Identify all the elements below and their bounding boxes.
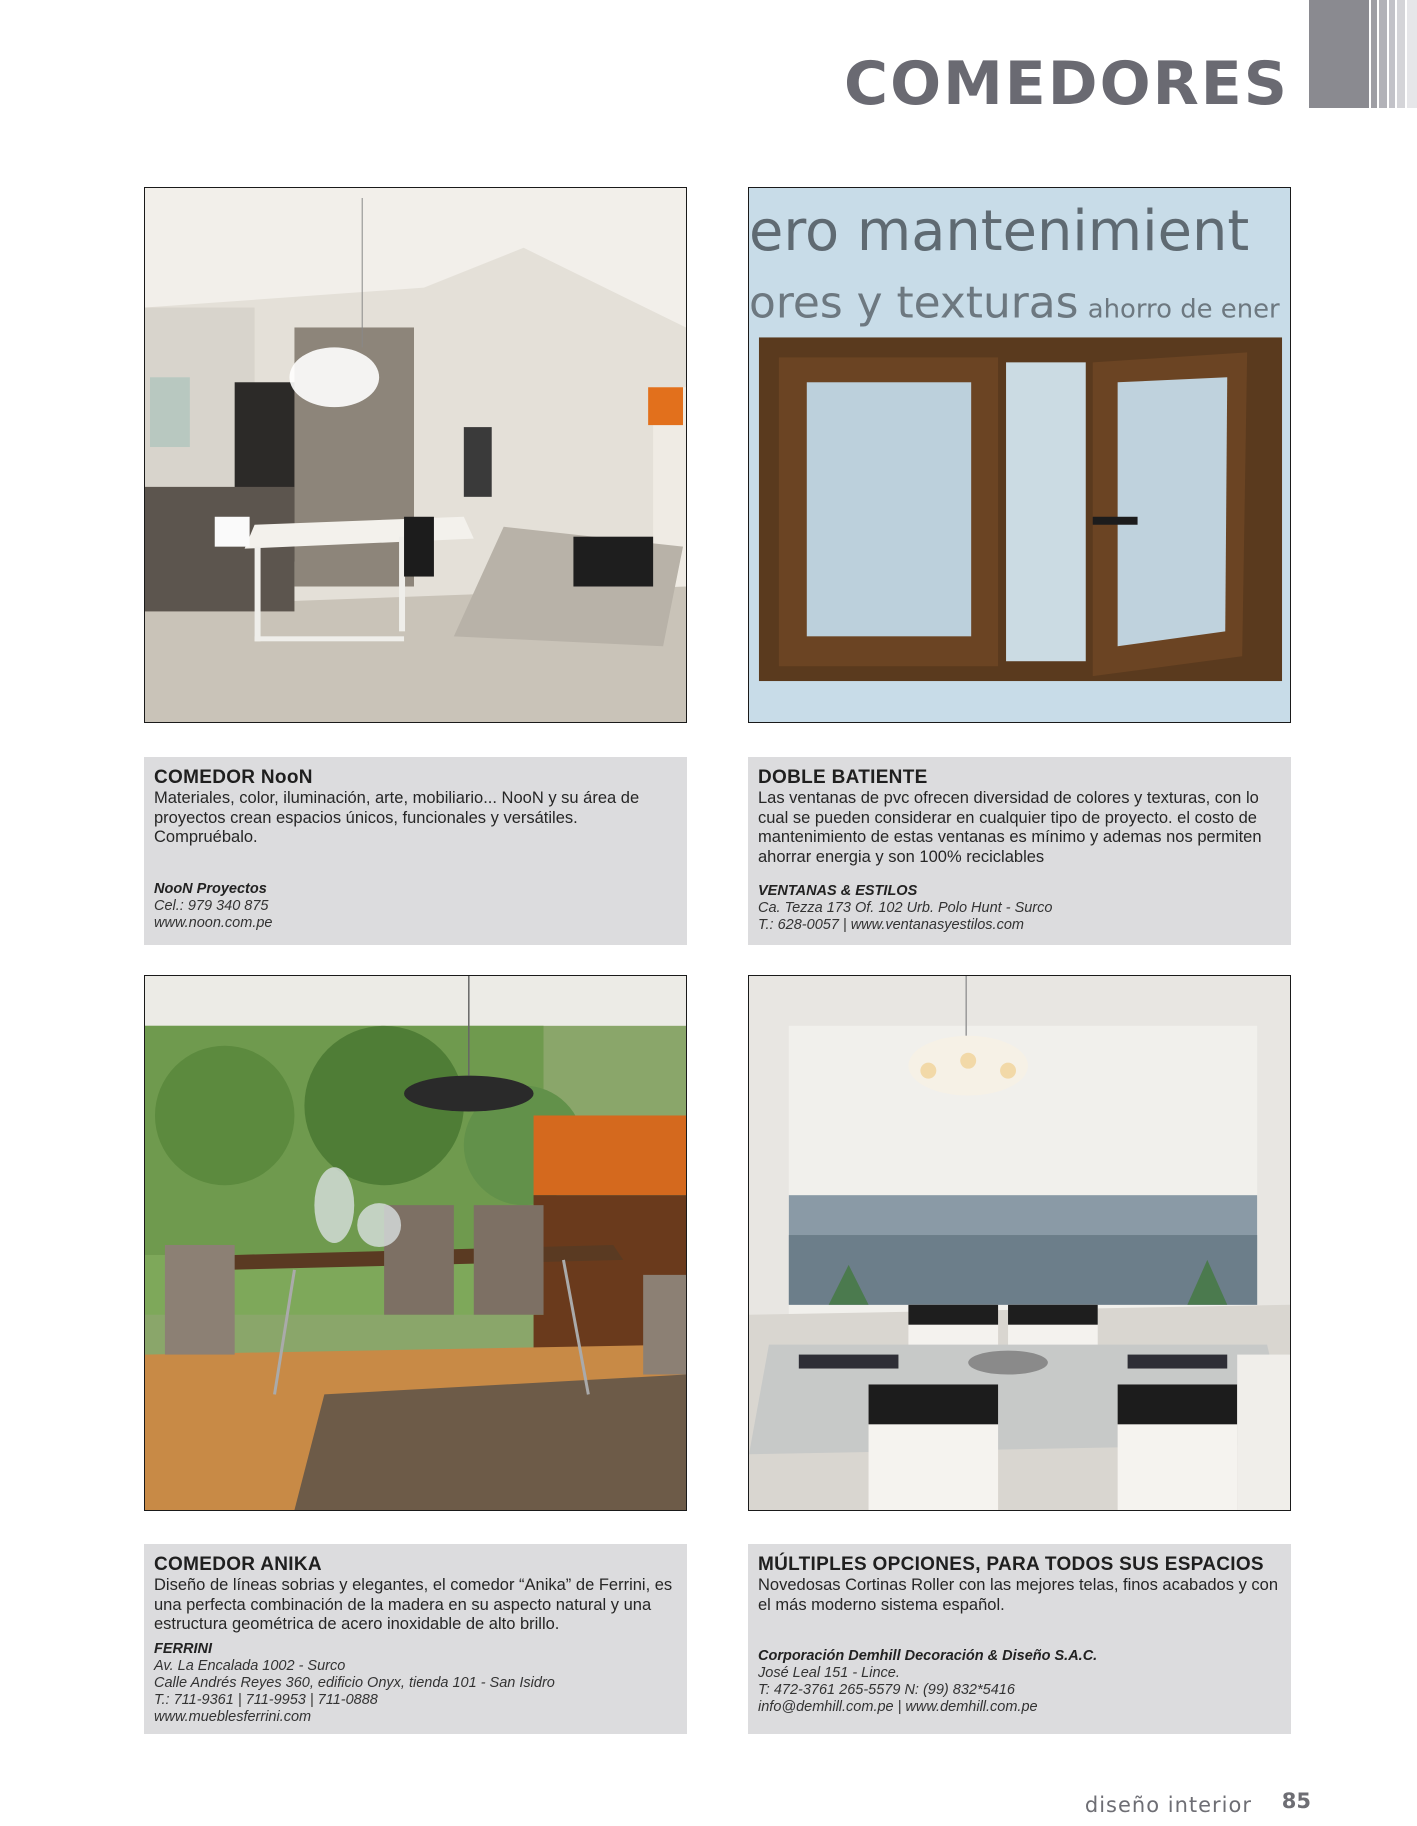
- page-title: COMEDORES: [844, 49, 1289, 119]
- contact-website[interactable]: www.noon.com.pe: [154, 915, 273, 931]
- card-comedor-anika: [144, 1544, 687, 1734]
- photo-comedor-anika: [144, 975, 687, 1511]
- magazine-name: diseño interior: [1084, 1793, 1252, 1817]
- card-doble-batiente: [748, 757, 1291, 945]
- contact-address: Ca. Tezza 173 Of. 102 Urb. Polo Hunt - Surco: [758, 900, 1053, 916]
- contact-name: VENTANAS & ESTILOS: [758, 883, 918, 899]
- contact-address: Av. La Encalada 1002 - Surco: [154, 1658, 346, 1674]
- card-description: Las ventanas de pvc ofrecen diversidad de colores y texturas, con lo cual se pueden considerar en cualquier tipo de proyecto. el costo de mantenimiento de estas ventanas es mínimo y ademas nos permiten ahorrar energia y son 100% reciclables: [758, 789, 1262, 866]
- contact-address: Calle Andrés Reyes 360, edificio Onyx, tienda 101 - San Isidro: [154, 1675, 555, 1691]
- contact-phone: Cel.: 979 340 875: [154, 898, 269, 914]
- contact-name: Corporación Demhill Decoración & Diseño S.A.C.: [758, 1648, 1098, 1664]
- contact-address: José Leal 151 - Lince.: [758, 1665, 900, 1681]
- page-number: 85: [1281, 1789, 1311, 1813]
- card-cortinas-roller: [748, 1544, 1291, 1734]
- contact-phone: T: 472-3761 265-5579 N: (99) 832*5416: [758, 1682, 1015, 1698]
- photo-doble-batiente: [748, 187, 1291, 723]
- contact-website[interactable]: www.mueblesferrini.com: [154, 1709, 312, 1725]
- title-accent-bars: [1309, 0, 1417, 108]
- card-description: Materiales, color, iluminación, arte, mobiliario... NooN y su área de proyectos crean espacios únicos, funcionales y versátiles. Compruébalo.: [154, 789, 640, 846]
- card-title: MÚLTIPLES OPCIONES, PARA TODOS SUS ESPACIOS: [758, 1554, 1264, 1575]
- contact-phone-website[interactable]: T.: 628-0057 | www.ventanasyestilos.com: [758, 917, 1024, 933]
- photo-cortinas-roller: [748, 975, 1291, 1511]
- contact-email-website[interactable]: info@demhill.com.pe | www.demhill.com.pe: [758, 1699, 1038, 1715]
- card-contact: [154, 1641, 677, 1726]
- card-description: Novedosas Cortinas Roller con las mejores telas, finos acabados y con el más moderno sistema español.: [758, 1576, 1279, 1614]
- contact-name: FERRINI: [154, 1641, 212, 1657]
- photo-text-line3: ahorro de ener: [1087, 294, 1280, 325]
- card-title: DOBLE BATIENTE: [758, 767, 928, 788]
- card-title: COMEDOR NooN: [154, 767, 313, 788]
- card-title: COMEDOR ANIKA: [154, 1554, 322, 1575]
- card-contact: [758, 1648, 1281, 1716]
- card-contact: [758, 883, 1281, 934]
- contact-name: NooN Proyectos: [154, 881, 267, 897]
- card-comedor-noon: [144, 757, 687, 945]
- photo-comedor-noon: [144, 187, 687, 723]
- contact-phone: T.: 711-9361 | 711-9953 | 711-0888: [154, 1692, 378, 1708]
- card-description: Diseño de líneas sobrias y elegantes, el comedor “Anika” de Ferrini, es una perfecta combinación de la madera en su aspecto natural y una estructura geométrica de acero inoxidable de alto brillo.: [154, 1576, 673, 1633]
- photo-text-line1: ero mantenimient: [749, 198, 1250, 264]
- card-contact: [154, 881, 677, 932]
- photo-text-line2: ores y texturas: [749, 277, 1079, 329]
